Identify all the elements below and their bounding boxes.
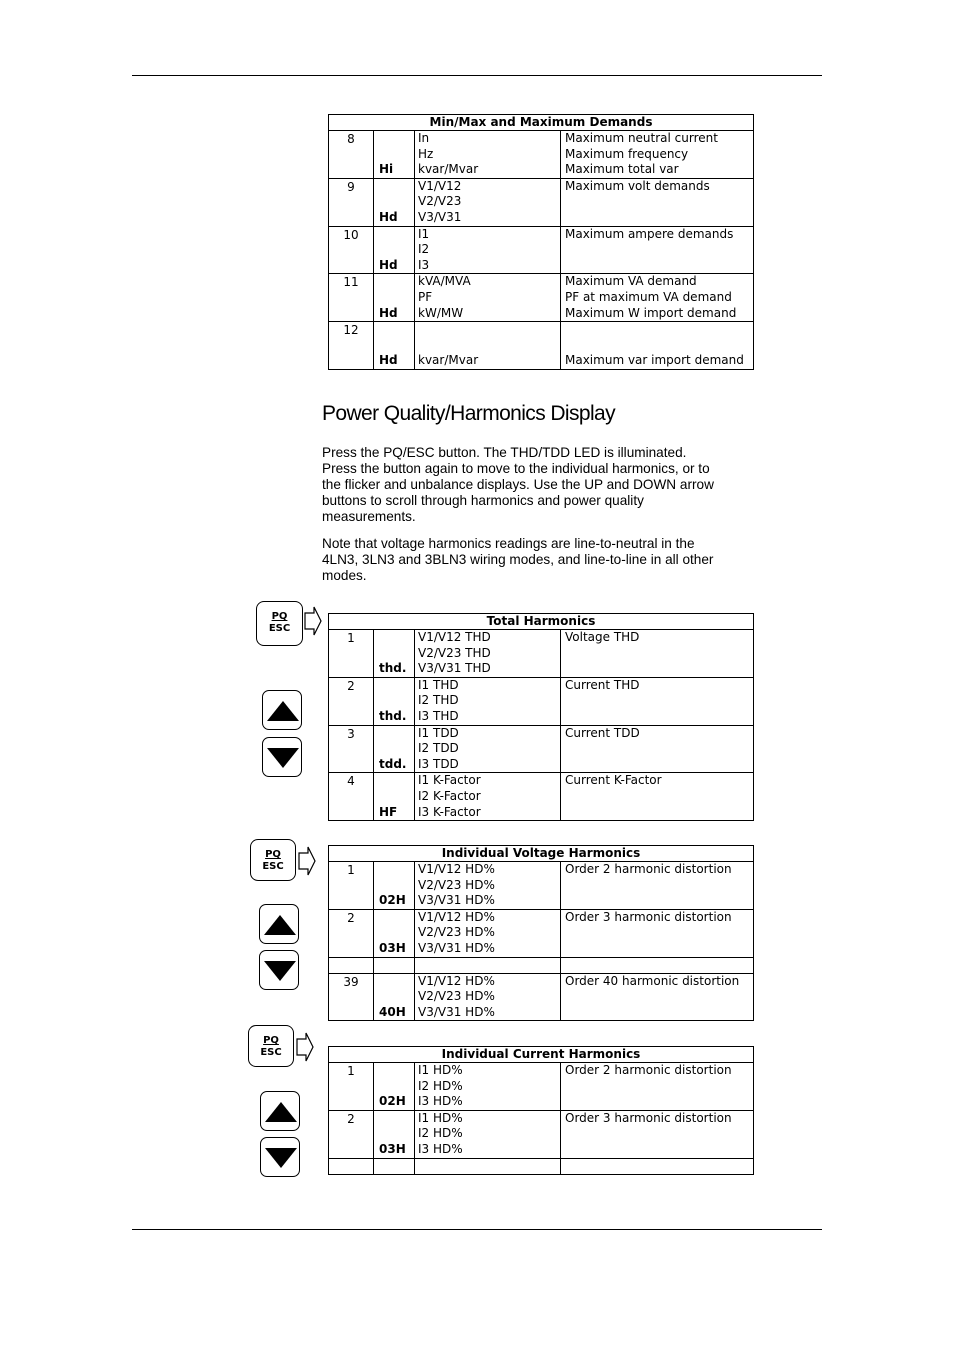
row-number-text: 9: [347, 179, 355, 194]
description-cell: [561, 862, 754, 910]
parameters-cell: [415, 178, 561, 226]
down-arrow-icon: [260, 951, 300, 991]
table-row: [329, 1063, 754, 1111]
row-number: [329, 909, 374, 957]
description-line: [565, 757, 753, 773]
down-arrow-button[interactable]: [262, 737, 302, 777]
display-code: [374, 274, 415, 322]
description-line: [565, 1142, 753, 1158]
parameters-cell: [415, 322, 561, 370]
up-arrow-button[interactable]: [259, 904, 299, 944]
parameters-cell: [415, 274, 561, 322]
description-cell: [561, 725, 754, 773]
parameter-line: V3/V31 HD%: [418, 940, 495, 955]
table-row: [329, 677, 754, 725]
display-code: [374, 862, 415, 910]
parameter-line: I3: [418, 257, 430, 272]
parameter-line: V3/V31: [418, 209, 462, 224]
parameter-line: I1 K-Factor: [418, 773, 481, 788]
row-number-text: 4: [347, 774, 355, 789]
description-line: Order 2 harmonic distortion: [565, 1063, 732, 1077]
down-arrow-button[interactable]: [260, 1137, 300, 1177]
description-cell: [561, 1158, 754, 1174]
row-number: [329, 1110, 374, 1158]
description-cell: [561, 957, 754, 973]
row-number-text: [329, 958, 373, 959]
parameter-line: I2 HD%: [418, 1078, 463, 1093]
row-number-text: 12: [343, 323, 359, 338]
parameters-cell: [415, 957, 561, 973]
parameter-line: V2/V23 HD%: [418, 877, 495, 892]
description-line: Current K-Factor: [565, 773, 662, 788]
display-code-text: tdd.: [379, 756, 407, 771]
table-row: [329, 131, 754, 179]
parameters-cell: [415, 725, 561, 773]
table-row: [329, 909, 754, 957]
description-cell: [561, 178, 754, 226]
display-code: [374, 909, 415, 957]
display-code-text: thd.: [379, 661, 407, 676]
row-number: [329, 957, 374, 973]
description-line: [565, 878, 753, 894]
parameters-cell: [415, 677, 561, 725]
parameter-line: I3 TDD: [418, 756, 459, 771]
pq-label: PQ: [271, 611, 288, 622]
display-code: [374, 725, 415, 773]
parameter-line: [418, 338, 560, 354]
display-code: [374, 322, 415, 370]
row-number-text: 3: [347, 726, 355, 741]
pointer-arrow-icon: [296, 1031, 314, 1063]
note-paragraph: Note that voltage harmonics readings are line-to-neutral in the 4LN3, 3LN3 and 3BLN3 wiring modes, and line-to-line in all other modes.: [322, 536, 714, 583]
row-number: [329, 1158, 374, 1174]
minmax-demands-table: [328, 114, 754, 370]
table-row: [329, 322, 754, 370]
pq-esc-button[interactable]: [250, 839, 296, 881]
parameter-line: kVA/MVA: [418, 274, 471, 289]
parameter-line: I3 THD: [418, 708, 459, 723]
pq-label: PQ: [263, 1035, 279, 1046]
esc-label: ESC: [268, 623, 291, 634]
description-line: [565, 693, 753, 709]
description-cell: [561, 973, 754, 1021]
row-number-text: 2: [347, 1111, 355, 1126]
description-line: Voltage THD: [565, 630, 640, 644]
display-code-text: HF: [379, 804, 398, 819]
parameters-cell: [415, 226, 561, 274]
footer-rule: [132, 1229, 822, 1230]
table-title: Min/Max and Maximum Demands: [329, 115, 754, 131]
row-number-text: 10: [343, 227, 359, 242]
row-number: [329, 630, 374, 678]
parameter-line: V3/V31 HD%: [418, 1004, 495, 1019]
section-title: Power Quality/Harmonics Display: [322, 402, 615, 425]
description-line: Maximum W import demand: [565, 305, 737, 320]
description-line: [565, 242, 753, 258]
description-cell: [561, 131, 754, 179]
row-number-text: 2: [347, 678, 355, 693]
display-code: [374, 677, 415, 725]
parameter-line: I1 TDD: [418, 725, 459, 740]
parameter-line: I3 HD%: [418, 1141, 463, 1156]
parameter-line: I1: [418, 226, 430, 241]
row-number-text: [329, 1159, 373, 1160]
parameters-cell: [415, 909, 561, 957]
description-cell: [561, 1063, 754, 1111]
description-line: Maximum volt demands: [565, 178, 710, 193]
parameter-line: I1 HD%: [418, 1110, 463, 1125]
pq-label: PQ: [265, 849, 281, 860]
pointer-arrow-icon: [304, 605, 322, 637]
row-number: [329, 973, 374, 1021]
row-number-text: 1: [347, 863, 355, 877]
table-row: [329, 1110, 754, 1158]
description-line: [565, 338, 753, 354]
row-number-text: 2: [347, 910, 355, 925]
display-code: [374, 957, 415, 973]
display-code-text: 03H: [379, 1141, 406, 1156]
table-row: [329, 1158, 754, 1174]
display-code-text: 40H: [379, 1004, 406, 1019]
total-harmonics-table: [328, 613, 754, 821]
parameter-line: kvar/Mvar: [418, 162, 479, 177]
row-number: [329, 178, 374, 226]
description-cell: [561, 677, 754, 725]
table-row: [329, 773, 754, 821]
up-arrow-icon: [261, 1092, 301, 1132]
display-code: [374, 131, 415, 179]
table-title: Total Harmonics: [329, 614, 754, 630]
description-line: [565, 1126, 753, 1142]
table-title: Individual Current Harmonics: [329, 1047, 754, 1063]
parameter-line: I3 K-Factor: [418, 804, 481, 819]
parameters-cell: [415, 1110, 561, 1158]
parameter-line: kvar/Mvar: [418, 353, 479, 368]
description-line: [565, 805, 753, 821]
parameter-line: I1 HD%: [418, 1063, 463, 1077]
parameters-cell: [415, 773, 561, 821]
up-arrow-button[interactable]: [262, 690, 302, 730]
row-number-text: 1: [347, 631, 355, 645]
description-line: [565, 941, 753, 957]
parameter-line: I2 THD: [418, 693, 459, 708]
display-code-text: 02H: [379, 1094, 406, 1109]
description-cell: [561, 226, 754, 274]
parameter-line: V3/V31 THD: [418, 661, 491, 676]
intro-paragraph: Press the PQ/ESC button. The THD/TDD LED is illuminated. Press the button again to move to the individual harmonics, or to the flicker and unbalance displays. Use the UP and DOWN arrow buttons to scroll through harmonics and power quality measurements.: [322, 445, 714, 524]
parameters-cell: [415, 131, 561, 179]
display-code-text: Hd: [379, 305, 398, 320]
display-code: [374, 226, 415, 274]
parameter-line: I2: [418, 242, 430, 257]
parameter-line: V1/V12 HD%: [418, 973, 495, 988]
description-line: [565, 661, 753, 677]
display-code-text: Hd: [379, 209, 398, 224]
row-number: [329, 862, 374, 910]
up-arrow-icon: [263, 691, 303, 731]
parameter-line: V2/V23 THD: [418, 645, 491, 660]
row-number: [329, 725, 374, 773]
table-row: [329, 274, 754, 322]
parameter-line: V3/V31 HD%: [418, 893, 495, 908]
description-cell: [561, 773, 754, 821]
up-arrow-button[interactable]: [260, 1091, 300, 1131]
parameter-line: V2/V23: [418, 194, 462, 209]
description-line: PF at maximum VA demand: [565, 289, 732, 304]
down-arrow-button[interactable]: [259, 950, 299, 990]
display-code-text: Hi: [379, 162, 394, 177]
parameter-line: V1/V12: [418, 178, 462, 193]
parameter-line: I3 HD%: [418, 1094, 463, 1109]
description-line: Maximum VA demand: [565, 274, 697, 289]
description-cell: [561, 630, 754, 678]
display-code: [374, 773, 415, 821]
parameter-line: [418, 322, 560, 338]
table-row: [329, 725, 754, 773]
parameter-line: I2 K-Factor: [418, 788, 481, 803]
parameter-line: V2/V23 HD%: [418, 989, 495, 1004]
description-line: [565, 1094, 753, 1110]
description-line: [565, 789, 753, 805]
row-number-text: 11: [343, 275, 359, 290]
down-arrow-icon: [261, 1138, 301, 1178]
row-number: [329, 1063, 374, 1111]
parameters-cell: [415, 862, 561, 910]
row-number: [329, 773, 374, 821]
description-line: [565, 210, 753, 226]
parameter-line: V1/V12 THD: [418, 630, 491, 644]
row-number: [329, 677, 374, 725]
description-line: Maximum ampere demands: [565, 226, 734, 241]
pointer-arrow-icon: [298, 845, 316, 877]
parameter-line: I2 HD%: [418, 1126, 463, 1141]
parameters-cell: [415, 1063, 561, 1111]
table-row: [329, 226, 754, 274]
description-line: [565, 925, 753, 941]
parameters-cell: [415, 630, 561, 678]
description-line: Order 3 harmonic distortion: [565, 1110, 732, 1125]
description-line: Current THD: [565, 677, 640, 692]
current-harmonics-table: [328, 1046, 754, 1175]
display-code: [374, 630, 415, 678]
description-line: Order 3 harmonic distortion: [565, 909, 732, 924]
pq-esc-button[interactable]: [256, 601, 303, 646]
description-cell: [561, 909, 754, 957]
display-code-text: 03H: [379, 940, 406, 955]
description-line: [565, 322, 753, 338]
description-line: [565, 989, 753, 1005]
description-line: [565, 893, 753, 909]
row-number: [329, 131, 374, 179]
parameter-line: PF: [418, 289, 433, 304]
pq-esc-button[interactable]: [248, 1025, 294, 1067]
parameter-line: Hz: [418, 146, 434, 161]
description-cell: [561, 1110, 754, 1158]
description-cell: [561, 322, 754, 370]
row-number: [329, 322, 374, 370]
description-line: [565, 1005, 753, 1021]
parameter-line: I1 THD: [418, 677, 459, 692]
parameter-line: I2 TDD: [418, 741, 459, 756]
parameters-cell: [415, 1158, 561, 1174]
table-row: [329, 862, 754, 910]
display-code-text: thd.: [379, 708, 407, 723]
display-code-text: Hd: [379, 257, 398, 272]
description-line: [565, 646, 753, 662]
esc-label: ESC: [262, 861, 284, 872]
description-line: Maximum frequency: [565, 146, 689, 161]
voltage-harmonics-table: [328, 845, 754, 1021]
table-row: [329, 957, 754, 973]
display-code: [374, 1063, 415, 1111]
display-code: [374, 973, 415, 1021]
description-cell: [561, 274, 754, 322]
display-code: [374, 1110, 415, 1158]
row-number: [329, 226, 374, 274]
row-number-text: 39: [343, 974, 359, 989]
description-line: Current TDD: [565, 725, 640, 740]
description-line: [565, 1079, 753, 1095]
display-code-text: 02H: [379, 893, 406, 908]
row-number: [329, 274, 374, 322]
table-row: [329, 178, 754, 226]
parameter-line: V2/V23 HD%: [418, 925, 495, 940]
parameter-line: V1/V12 HD%: [418, 862, 495, 876]
description-line: [565, 709, 753, 725]
description-line: Maximum total var: [565, 162, 679, 177]
description-line: Maximum neutral current: [565, 131, 718, 145]
table-row: [329, 973, 754, 1021]
description-line: [565, 258, 753, 274]
description-line: Order 40 harmonic distortion: [565, 973, 740, 988]
parameter-line: kW/MW: [418, 305, 464, 320]
display-code: [374, 178, 415, 226]
description-line: Order 2 harmonic distortion: [565, 862, 732, 876]
table-title: Individual Voltage Harmonics: [329, 846, 754, 862]
row-number-text: 1: [347, 1064, 355, 1078]
display-code-text: Hd: [379, 353, 398, 368]
table-row: [329, 630, 754, 678]
esc-label: ESC: [260, 1047, 282, 1058]
header-rule: [132, 75, 822, 76]
description-line: [565, 741, 753, 757]
display-code: [374, 1158, 415, 1174]
parameter-line: In: [418, 131, 430, 145]
up-arrow-icon: [260, 905, 300, 945]
row-number-text: 8: [347, 132, 355, 146]
description-line: Maximum var import demand: [565, 353, 744, 368]
parameters-cell: [415, 973, 561, 1021]
description-line: [565, 194, 753, 210]
down-arrow-icon: [263, 738, 303, 778]
parameter-line: V1/V12 HD%: [418, 909, 495, 924]
